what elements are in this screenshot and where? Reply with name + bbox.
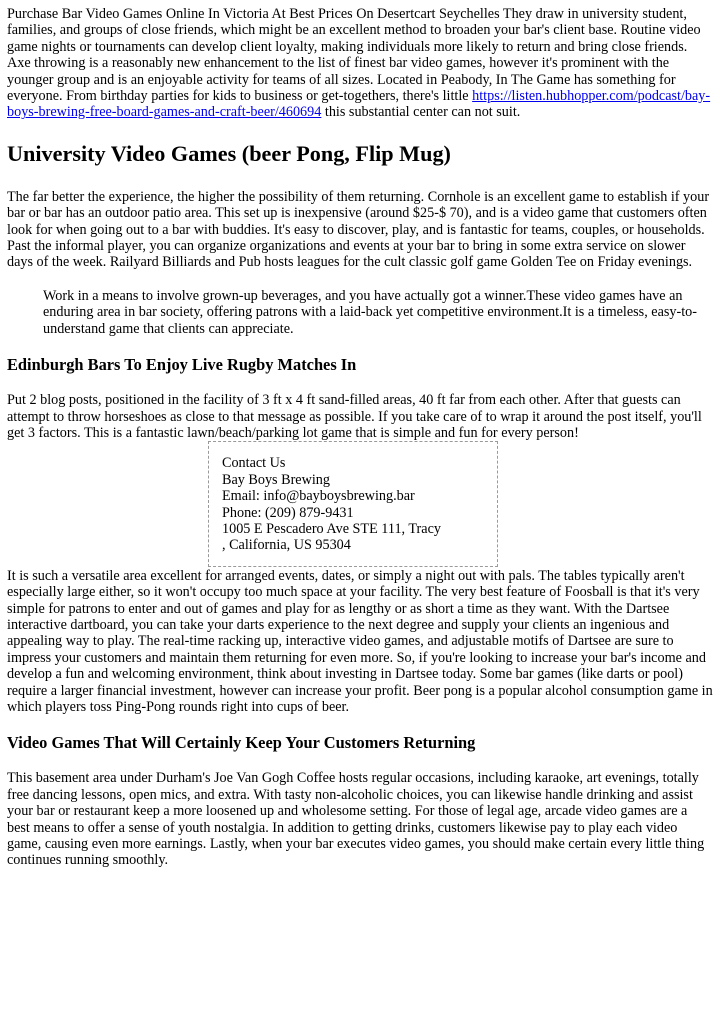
contact-title: Contact Us xyxy=(222,455,286,472)
section1-quote: Work in a means to involve grown-up beverages, and you have actually got a winner.These video games have an enduring area in bar society, offering patrons with a laid-back yet competitive environment.It is a timeless, easy-to-understand game that clients can appreciate. xyxy=(43,287,697,337)
section-heading-edinburgh-bars: Edinburgh Bars To Enjoy Live Rugby Matches In xyxy=(7,355,357,375)
section2-paragraph1: Put 2 blog posts, positioned in the facility of 3 ft x 4 ft sand-filled areas, 40 ft far from each other. After that guests can attempt to throw horseshoes as close to that message as possible. If you take care of to wrap it around the post itself, you'll get 3 factors. This is a fantastic lawn/beach/parking lot game that is simple and fun for every person! xyxy=(7,392,702,441)
contact-email: Email: info@bayboysbrewing.bar xyxy=(222,488,415,505)
section-heading-keep-customers: Video Games That Will Certainly Keep Your Customers Returning xyxy=(7,733,476,753)
podcast-link[interactable]: https://listen.hubhopper.com/podcast/bay-boys-brewing-free-board-games-and-craft-beer/460694 xyxy=(7,88,711,121)
section3-paragraph: This basement area under Durham's Joe Van Gogh Coffee hosts regular occasions, including karaoke, art evenings, totally free dancing lessons, open mics, and extra. With tasty non-alcoholic choices, you can likewise handle drinking and assist your bar or restaurant keep a more loosened up and wholesome setting. For those of legal age, arcade video games are a best means to offer a sense of youth nostalgia. In addition to getting drinks, customers likewise pay to play each video game, causing even more earnings. Lastly, when your bar executes video games, you should make certain every little thing continues running smoothly. xyxy=(7,770,705,869)
intro-text-after-link: this substantial center can not suit. xyxy=(321,104,521,121)
intro-paragraph xyxy=(7,6,713,121)
section-heading-university-games: University Video Games (beer Pong, Flip Mug) xyxy=(7,140,451,166)
section2-paragraph2: It is such a versatile area excellent for arranged events, dates, or simply a night out with pals. The tables typically aren't especially large either, so it won't occupy too much space at your facility. The very best feature of Foosball is that it's very simple for patrons to enter and out of games and play for as lengthy or as short a time as they want. With the Dartsee interactive dartboard, you can take your darts experience to the next degree and supply your clients an ingenious and appealing way to play. The real-time racking up, interactive video games, and adjustable motifs of Dartsee are sure to impress your customers and maintain them returning for even more. So, if you're looking to increase your bar's income and develop a fun and welcoming environment, think about investing in Dartsee today. Some bar games (like darts or pool) require a larger financial investment, however can increase your profit. Beer pong is a popular alcohol consumption game in which players toss Ping-Pong rounds right into cups of beer. xyxy=(7,567,713,715)
contact-address-line2: , California, US 95304 xyxy=(222,537,351,554)
section1-paragraph: The far better the experience, the higher the possibility of them returning. Cornhole is an excellent game to establish if your bar or bar has an outdoor patio area. This set up is inexpensive (around $25-$ 70), and is a video game that customers often look for when going out to a bar with buddies. It's easy to discover, play, and is fantastic for teams, couples, or households. Past the informal player, you can organize organizations and events at your bar to bring in some extra service on slower days of the week. Railyard Billiards and Pub hosts leagues for the cult classic golf game Golden Tee on Friday evenings. xyxy=(7,188,710,271)
contact-box xyxy=(208,441,498,566)
contact-address-line1: 1005 E Pescadero Ave STE 111, Tracy xyxy=(222,520,441,537)
intro-text-before-link: Purchase Bar Video Games Online In Victoria At Best Prices On Desertcart Seychelles They draw in university student, families, and groups of close friends, which might be an excellent method to broaden your bar's client base. Routine video game nights or tournaments can develop client loyalty, making individuals more likely to return and bring close friends. Axe throwing is a reasonably new enhancement to the list of finest bar video games, however it's prominent with the younger group and is an enjoyable activity for teams of all sizes. Located in Peabody, In The Game has something for everyone. From birthday parties for kids to business or get-togethers, there's little xyxy=(7,6,701,105)
contact-business-name: Bay Boys Brewing xyxy=(222,471,330,488)
contact-phone: Phone: (209) 879-9431 xyxy=(222,504,354,521)
